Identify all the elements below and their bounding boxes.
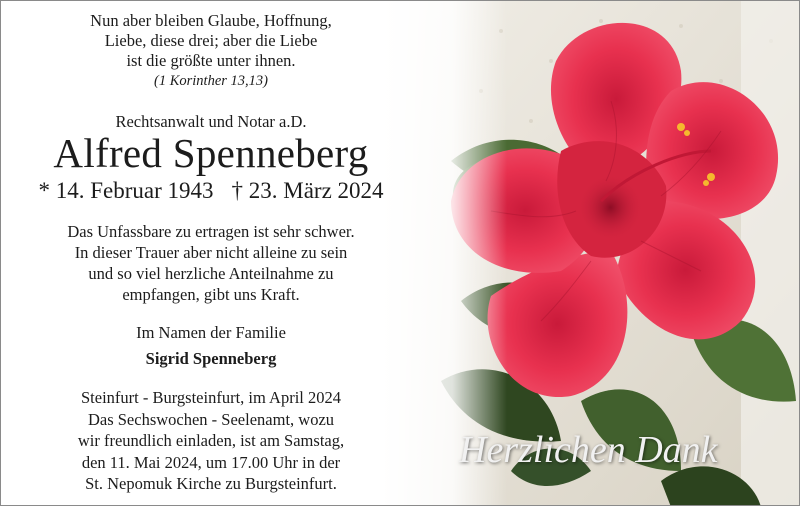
life-dates	[21, 177, 401, 205]
deceased-name: Alfred Spenneberg	[53, 130, 369, 176]
thank-you-message	[21, 221, 401, 305]
service-line: Das Sechswochen - Seelenamt, wozu	[87, 409, 335, 429]
verse-line: Nun aber bleiben Glaube, Hoffnung,	[90, 11, 332, 30]
verse-line: Liebe, diese drei; aber die Liebe	[104, 31, 318, 50]
memorial-service-notice	[21, 387, 401, 495]
verse-line: ist die größte unter ihnen.	[126, 51, 296, 70]
service-line: Steinfurt - Burgsteinfurt, im April 2024	[80, 388, 341, 407]
service-line: den 11. Mai 2024, um 17.00 Uhr in der	[81, 452, 341, 472]
service-line: St. Nepomuk Kirche zu Burgsteinfurt.	[85, 474, 337, 493]
birth-date: * 14. Februar 1943	[38, 178, 214, 203]
message-line: Das Unfassbare zu ertragen ist sehr schwer.	[67, 222, 355, 241]
profession: Rechtsanwalt und Notar a.D.	[115, 112, 307, 131]
signer-name: Sigrid Spenneberg	[145, 349, 277, 368]
thanks-caption: Herzlichen Dank	[459, 429, 718, 471]
message-line: empfangen, gibt uns Kraft.	[122, 285, 300, 304]
death-date: † 23. März 2024	[231, 178, 384, 203]
text-column	[1, 1, 441, 506]
family-intro: Im Namen der Familie	[136, 323, 286, 342]
bible-verse	[31, 11, 391, 91]
message-line: In dieser Trauer aber nicht alleine zu sein	[74, 243, 348, 262]
service-line: wir freundlich einladen, ist am Samstag,	[77, 431, 345, 450]
verse-reference: (1 Korinther 13,13)	[154, 73, 268, 89]
message-line: und so viel herzliche Anteilnahme zu	[88, 264, 334, 283]
